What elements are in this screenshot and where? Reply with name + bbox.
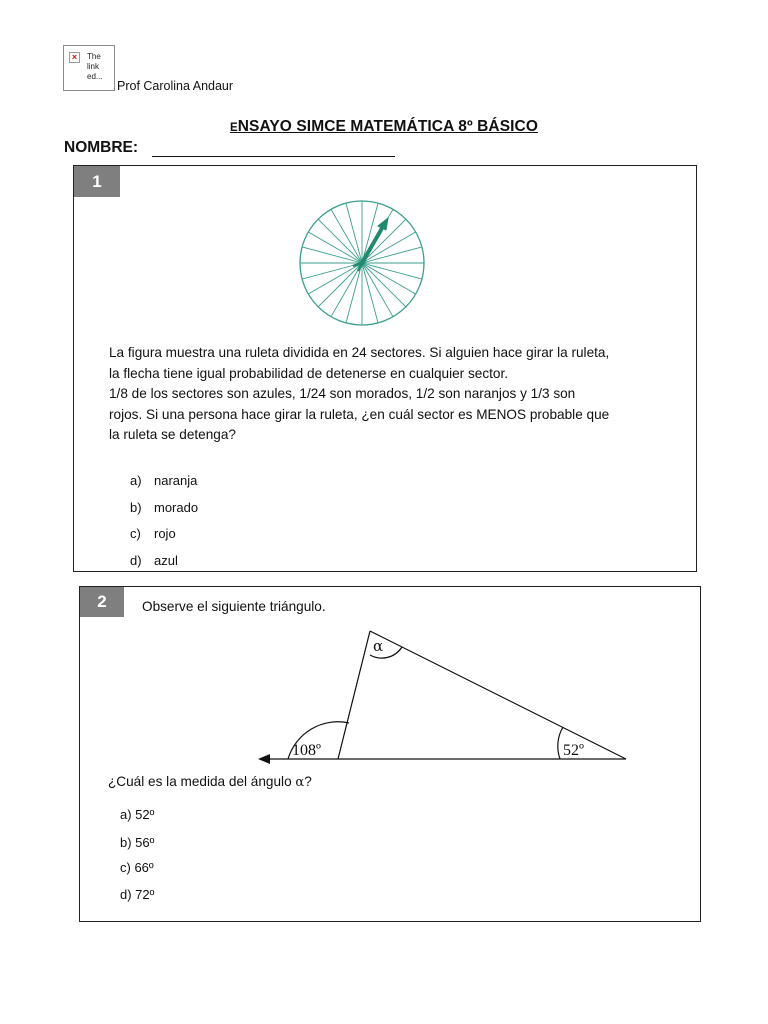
alpha-symbol: α <box>295 775 305 790</box>
alpha-label: α <box>373 637 384 655</box>
roulette-spoke <box>362 203 378 263</box>
title-first-letter: E <box>229 122 238 134</box>
roulette-spoke <box>362 263 422 279</box>
roulette-spoke <box>302 247 362 263</box>
option-letter: a) <box>130 473 142 488</box>
roulette-spoke <box>346 263 362 323</box>
option-letter: c) <box>130 526 141 541</box>
option-letter: b) <box>130 500 142 515</box>
option-text: azul <box>154 553 178 568</box>
question-2-prompt <box>108 774 312 790</box>
option-text: morado <box>154 500 199 515</box>
question-1-box <box>73 165 697 572</box>
name-label: NOMBRE: <box>64 139 139 156</box>
broken-image-icon: × <box>69 52 80 63</box>
question-1-option-a[interactable] <box>130 473 197 488</box>
roulette-wheel-figure <box>298 199 426 327</box>
question-2-option-d[interactable]: d) 72º <box>120 887 155 902</box>
prompt-end: ? <box>304 774 312 789</box>
statement-line: La figura muestra una ruleta dividida en 24 sectores. Si alguien hace girar la ruleta, <box>109 345 610 360</box>
statement-line: 1/8 de los sectores son azules, 1/24 son morados, 1/2 son naranjos y 1/3 son <box>109 386 576 401</box>
prompt-text: ¿Cuál es la medida del ángulo <box>108 774 296 789</box>
question-2-intro: Observe el siguiente triángulo. <box>142 599 326 614</box>
triangle-right-side <box>370 631 626 759</box>
question-1-statement <box>109 343 679 446</box>
roulette-spoke <box>362 263 378 323</box>
title-text: NSAYO SIMCE MATEMÁTICA 8º BÁSICO <box>237 118 538 135</box>
question-1-option-b[interactable] <box>130 500 198 515</box>
option-text: rojo <box>154 526 176 541</box>
base-arrowhead <box>258 754 270 764</box>
option-letter: d) <box>130 553 142 568</box>
name-blank-line <box>152 156 395 157</box>
question-1-number: 1 <box>74 166 120 197</box>
question-2-option-a[interactable]: a) 52º <box>120 807 155 822</box>
statement-line: la ruleta se detenga? <box>109 427 236 442</box>
option-text: naranja <box>154 473 198 488</box>
image-alt-text: The link ed... <box>87 52 103 81</box>
exterior-angle-label: 108º <box>292 742 321 759</box>
question-1-option-d[interactable] <box>130 553 178 568</box>
question-2-box <box>79 586 701 922</box>
base-angle-label: 52º <box>563 742 584 759</box>
broken-image-placeholder <box>63 45 115 91</box>
triangle-figure <box>250 625 630 765</box>
question-2-option-b[interactable]: b) 56º <box>120 835 155 850</box>
statement-line: la flecha tiene igual probabilidad de detenerse en cualquier sector. <box>109 365 509 381</box>
question-2-number: 2 <box>80 587 124 617</box>
page-title <box>0 118 768 136</box>
question-1-option-c[interactable] <box>130 526 176 541</box>
author-name: Prof Carolina Andaur <box>117 79 234 93</box>
statement-line: rojos. Si una persona hace girar la ruleta, ¿en cuál sector es MENOS probable que <box>109 406 610 422</box>
triangle-left-side <box>338 631 370 759</box>
roulette-spoke <box>346 203 362 263</box>
question-2-option-c[interactable]: c) 66º <box>120 860 154 875</box>
